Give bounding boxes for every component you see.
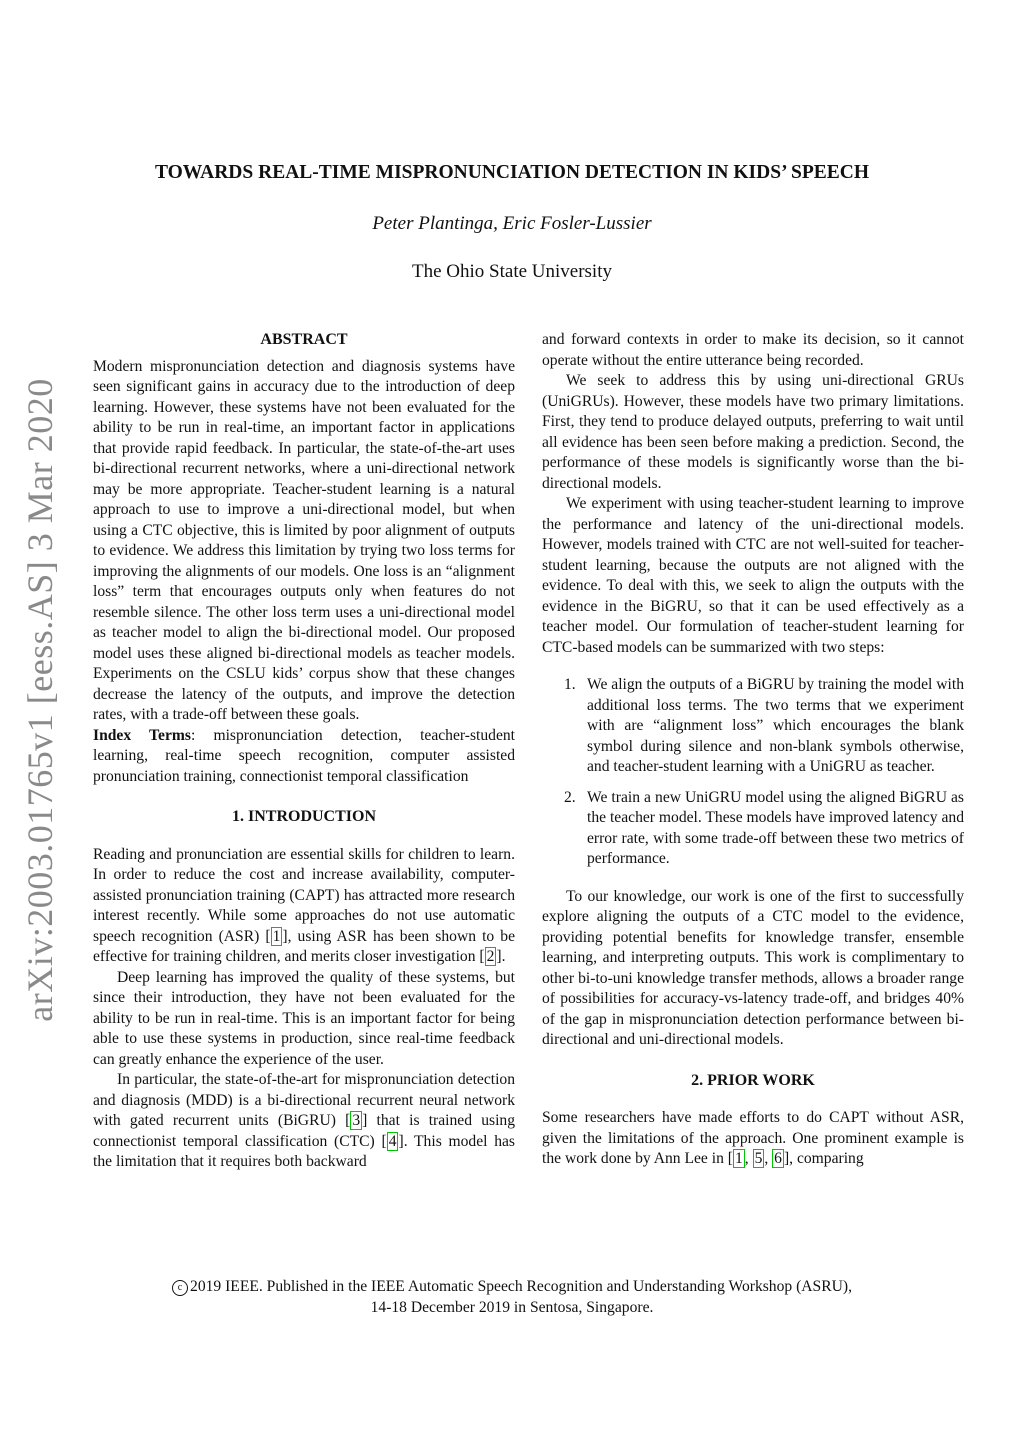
- index-terms-label: Index Terms: [93, 726, 191, 744]
- footer-line-2: 14-18 December 2019 in Sentosa, Singapore.: [370, 1298, 654, 1316]
- paper-title: TOWARDS REAL-TIME MISPRONUNCIATION DETECTION IN KIDS’ SPEECH: [154, 162, 870, 183]
- intro-paragraph-3: In particular, the state-of-the-art for mispronunciation detection and diagnosis (MDD) is a bi-directional recurrent neural network with gated recurrent units (BiGRU) [ 3 ] that is trained using connectionist temporal classification (CTC) [ 4 ]. This model has the limitation that it requires both backward: [93, 1071, 515, 1170]
- affiliation: The Ohio State University: [412, 261, 612, 282]
- intro-paragraph-4: and forward contexts in order to make its decision, so it cannot operate without the entire utterance being recorded.: [542, 331, 964, 369]
- intro-paragraph-6: We experiment with using teacher-student learning to improve the performance and latency of the uni-directional models. However, models trained with CTC are not well-suited for teacher-student learning, because the outputs are not aligned with the evidence. To deal with this, we seek to align the outputs with the evidence in the BiGRU, so that it can be used effectively as a teacher model. Our formulation of teacher-student learning for CTC-based models can be summarized with two steps:: [542, 495, 964, 656]
- index-terms-text: : mispronunciation detection, teacher-student learning, real-time speech recognition, computer assisted pronunciation training, connectionist temporal classification: [93, 726, 516, 785]
- intro-paragraph-2: Deep learning has improved the quality of these systems, but since their introduction, they have not been evaluated for the ability to be run in real-time. This is an important factor for being able to use these systems in production, since real-time feedback can greatly enhance the experience of the user.: [93, 968, 515, 1068]
- list-item: 1. We align the outputs of a BiGRU by training the model with additional loss terms. The two terms that we experiment with are “alignment loss” which encourages the blank symbol during silence and non-blank symbols otherwise, and teacher-student learning with a UniGRU as teacher.: [564, 676, 964, 775]
- citation-link[interactable]: 1: [734, 1150, 743, 1167]
- citation-link[interactable]: 5: [754, 1150, 763, 1167]
- prior-work-paragraph-1: Some researchers have made efforts to do CAPT without ASR, given the limitations of the approach. One prominent example is the work done by Ann Lee in [ 1 , 5 , 6 ], comparing: [542, 1109, 964, 1167]
- abstract-heading: ABSTRACT: [260, 331, 348, 348]
- footer-line-1: c 2019 IEEE. Published in the IEEE Automatic Speech Recognition and Understanding Workshop (ASRU),: [0, 1277, 1024, 1298]
- index-terms: [93, 726, 515, 788]
- arxiv-identifier: arXiv:2003.01765v1 [eess.AS] 3 Mar 2020: [20, 378, 60, 1022]
- author-list: Peter Plantinga, Eric Fosler-Lussier: [372, 213, 652, 234]
- list-item: 2. We train a new UniGRU model using the aligned BiGRU as the teacher model. These models have improved latency and error rate, with some trade-off between these two metrics of performance.: [564, 788, 964, 867]
- intro-paragraph-5: We seek to address this by using uni-directional GRUs (UniGRUs). However, these models have two primary limitations. First, they tend to produce delayed outputs, preferring to wait until all evidence has been seen before making a prediction. Second, the performance of these models is significantly worse than the bi-directional models.: [542, 372, 964, 492]
- introduction-heading: 1. INTRODUCTION: [231, 808, 376, 825]
- citation-link[interactable]: [ 4 ]: [381, 1132, 404, 1150]
- intro-paragraph-7: To our knowledge, our work is one of the first to successfully explore aligning the outputs of a CTC model to the evidence, providing potential benefits for knowledge transfer, ensemble learning, and interpreting outputs. This work is complimentary to other bi-to-uni knowledge transfer methods, allows a broader range of possibilities for accuracy-vs-latency trade-off, and bridges 40% of the gap in mispronunciation detection performance between bi-directional and uni-directional models.: [542, 887, 964, 1048]
- citation-link[interactable]: [ 2 ]: [479, 948, 502, 965]
- contribution-list: [542, 675, 964, 870]
- citation-link[interactable]: 6: [774, 1150, 782, 1167]
- intro-paragraph-1: Reading and pronunciation are essential skills for children to learn. In order to reduce the cost and increase availability, computer-assisted pronunciation training (CAPT) has attracted more research interest recently. While some approaches do not use automatic speech recognition (ASR) [ 1 ], using ASR has been shown to be effective for training children, and merits closer investigation [ 2 ].: [93, 845, 516, 965]
- right-column: [542, 330, 964, 1170]
- left-column: [93, 330, 515, 1173]
- copyright-footer: [0, 1277, 1024, 1318]
- abstract-text: Modern mispronunciation detection and diagnosis systems have seen significant gains in accuracy due to the introduction of deep learning. However, these systems have not been evaluated for the ability to be run in real-time, an important factor in applications that provide rapid feedback. In particular, the state-of-the-art uses bi-directional recurrent networks, where a uni-directional network may be more appropriate. Teacher-student learning is a natural approach to use to improve a uni-directional model, but when using a CTC objective, this is limited by poor alignment of outputs to evidence. We address this limitation by trying two loss terms for improving the alignments of our models. One loss is an “alignment loss” term that encourages outputs only when features do not resemble silence. The other loss term uses a uni-directional model as teacher model to align the bi-directional model. Our proposed model uses these aligned bi-directional models as teacher models. Experiments on the CSLU kids’ corpus show that these changes decrease the latency of the outputs, and improve the detection rates, with a trade-off between these goals.: [93, 357, 515, 723]
- citation-link[interactable]: [ 3 ]: [345, 1112, 368, 1129]
- citation-link[interactable]: [ 1 ]: [265, 927, 288, 945]
- prior-work-heading: 2. PRIOR WORK: [691, 1071, 815, 1089]
- copyright-icon: c: [172, 1280, 188, 1296]
